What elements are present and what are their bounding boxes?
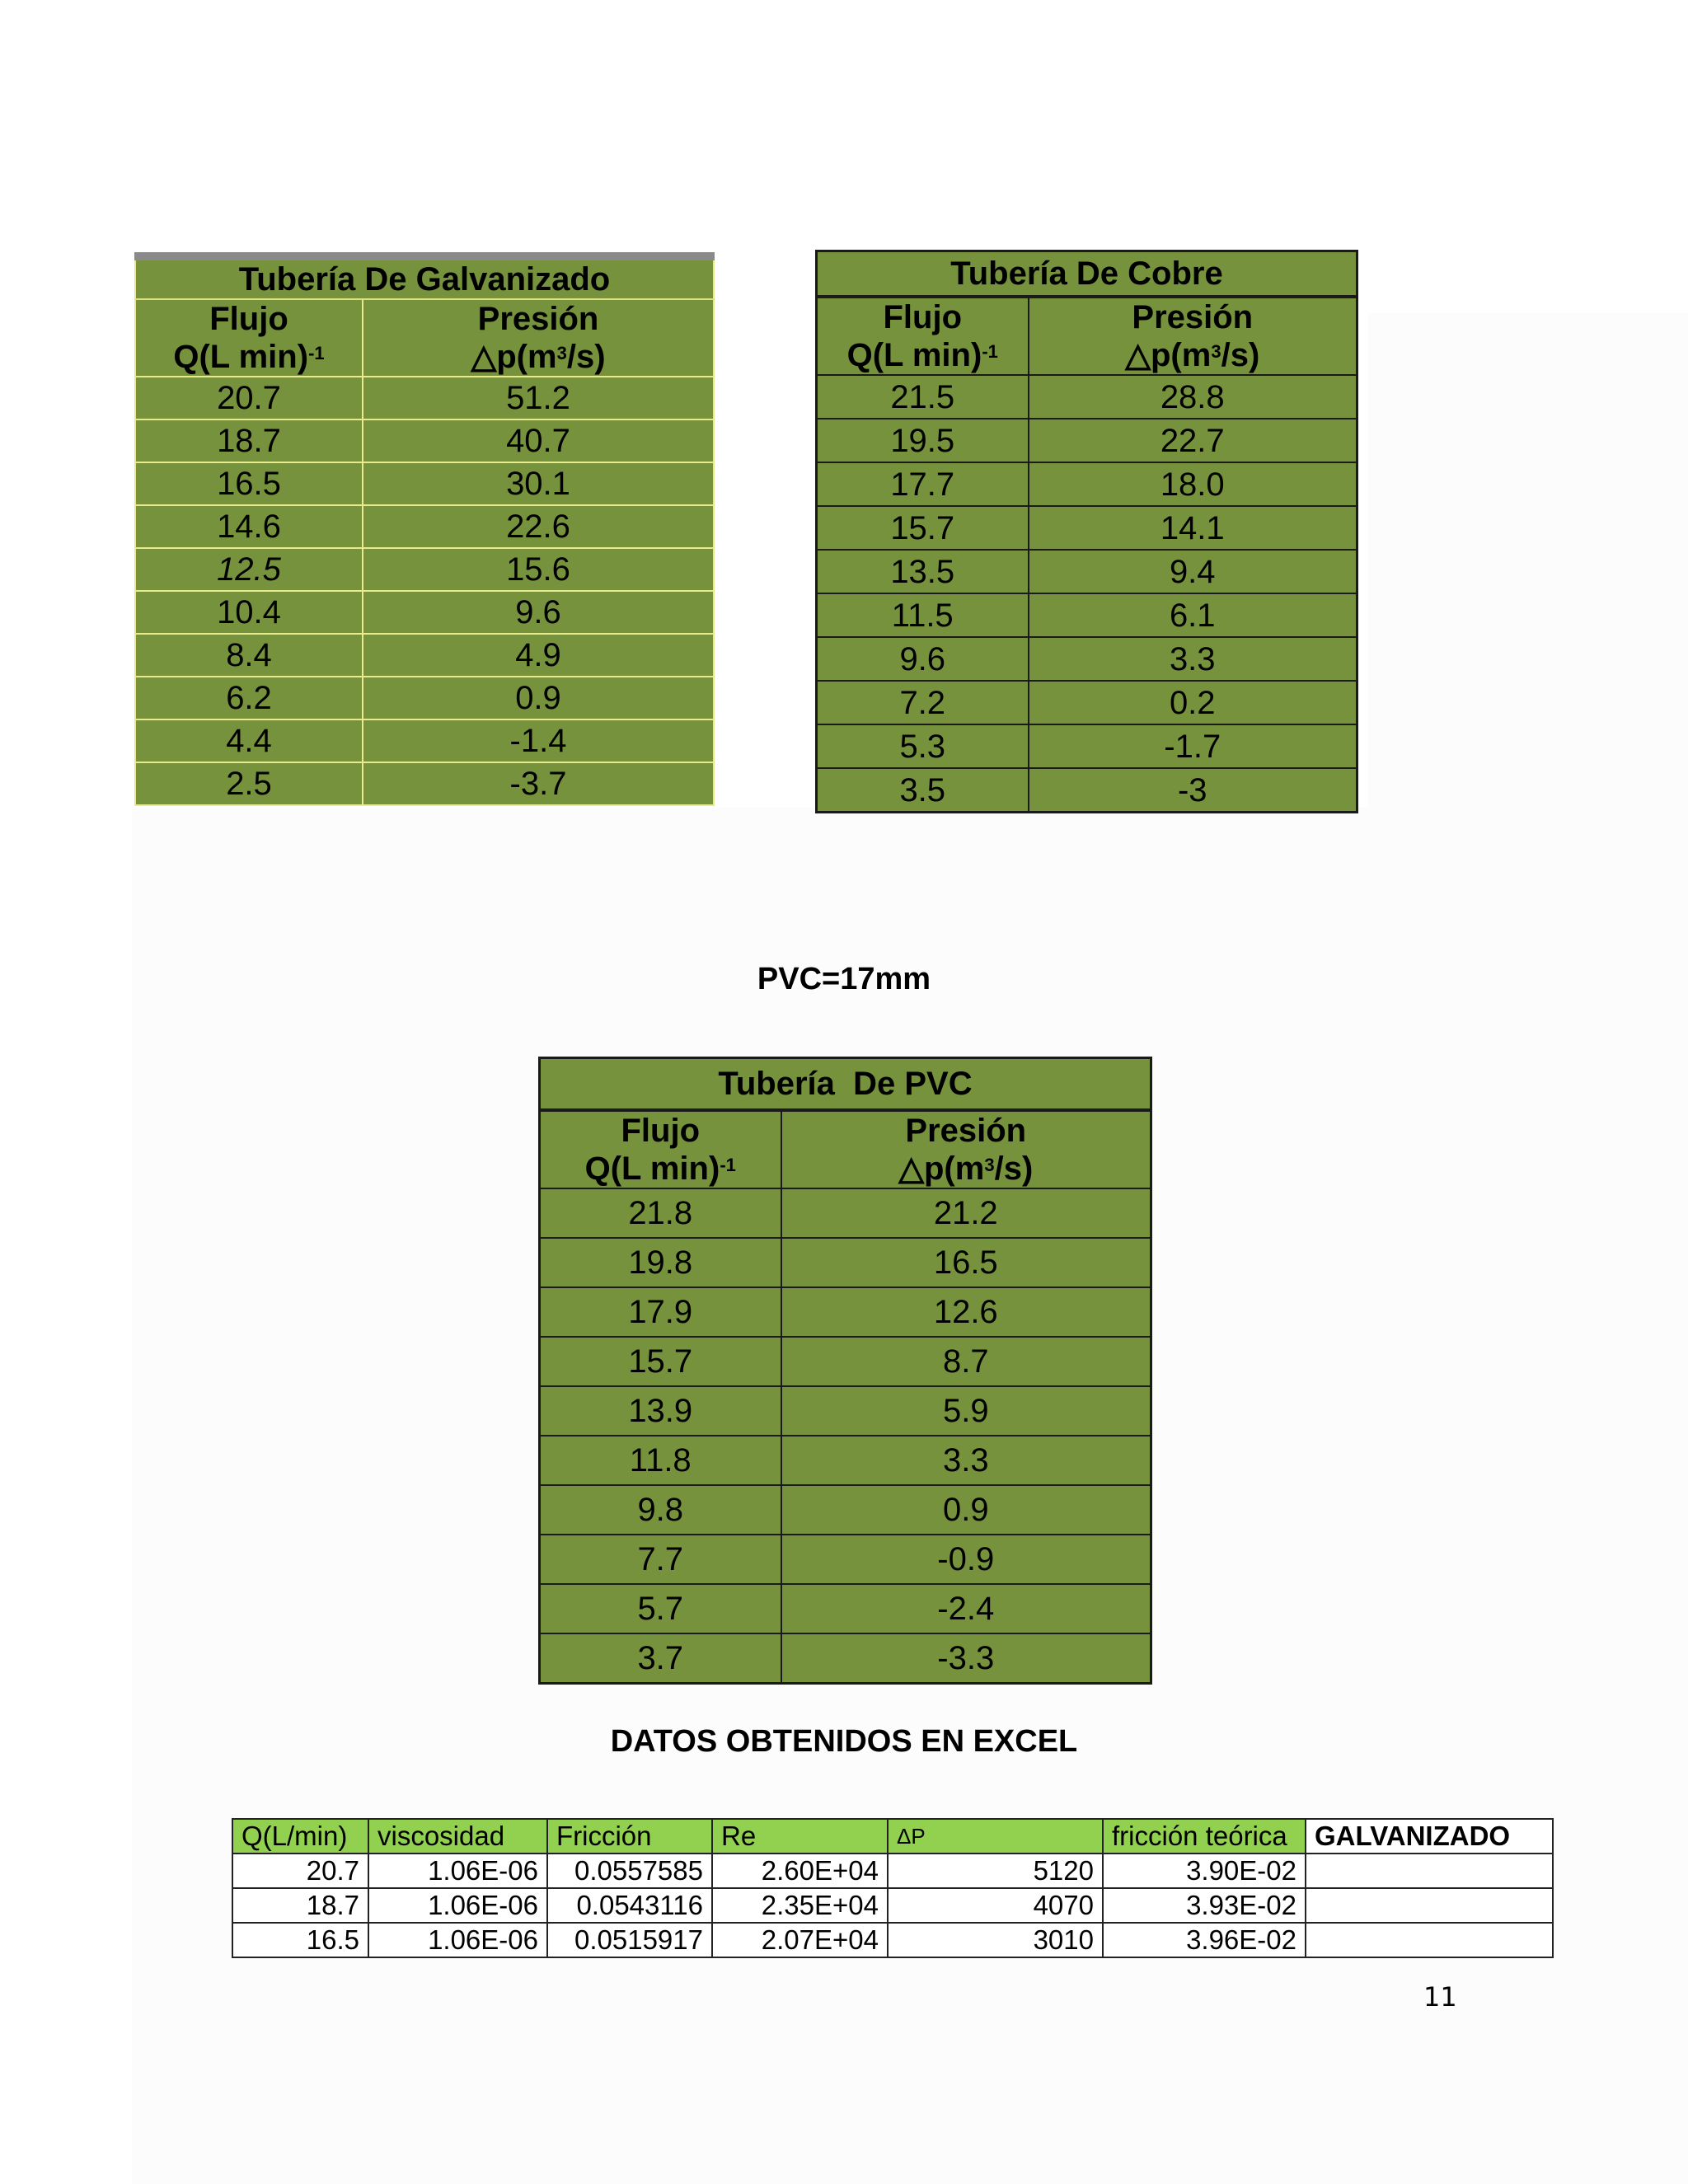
flujo-header-label: Flujo (209, 301, 288, 337)
presion-cell: 3.3 (781, 1436, 1151, 1485)
presion-cell: 40.7 (363, 419, 714, 462)
presion-unit-text: △p(m (1125, 337, 1212, 373)
presion-cell: 9.6 (363, 591, 714, 634)
table-row (540, 1535, 1151, 1584)
table-row (232, 1888, 1553, 1923)
table-row (135, 591, 714, 634)
flujo-cell: 11.5 (817, 593, 1029, 637)
presion-cell: 4.9 (363, 634, 714, 677)
presion-header-label: Presión (1132, 299, 1254, 335)
table-row (540, 1337, 1151, 1386)
table-row (135, 762, 714, 805)
excel-cell: 18.7 (232, 1888, 368, 1923)
excel-cell (1306, 1854, 1553, 1888)
flujo-header-label: Flujo (621, 1113, 701, 1149)
table-row (540, 1287, 1151, 1337)
table-row (540, 1188, 1151, 1238)
presion-header-unit (1029, 336, 1357, 374)
excel-cell: 4070 (888, 1888, 1103, 1923)
presion-cell: 22.6 (363, 505, 714, 548)
flujo-cell: 7.7 (540, 1535, 781, 1584)
presion-cell: -1.4 (363, 719, 714, 762)
flujo-cell: 11.8 (540, 1436, 781, 1485)
flujo-cell: 15.7 (540, 1337, 781, 1386)
table-row (540, 1238, 1151, 1287)
excel-cell: 3.96E-02 (1103, 1923, 1306, 1957)
presion-cell: 18.0 (1029, 462, 1357, 506)
presion-unit-exponent: 3 (1211, 341, 1221, 362)
table-row (135, 419, 714, 462)
table-row (540, 1436, 1151, 1485)
flujo-cell: 18.7 (135, 419, 363, 462)
cobre-title: Tubería De Cobre (817, 251, 1357, 298)
page-number: 11 (1423, 1981, 1457, 2013)
table-row (135, 377, 714, 419)
table-row (817, 462, 1357, 506)
presion-cell: 6.1 (1029, 593, 1357, 637)
excel-cell (1306, 1923, 1553, 1957)
presion-header (781, 1110, 1151, 1188)
presion-cell: 16.5 (781, 1238, 1151, 1287)
flujo-cell: 21.5 (817, 375, 1029, 419)
flujo-cell: 15.7 (817, 506, 1029, 550)
excel-cell: 3010 (888, 1923, 1103, 1957)
presion-cell: 8.7 (781, 1337, 1151, 1386)
flujo-cell: 10.4 (135, 591, 363, 634)
excel-results-table (232, 1818, 1554, 1958)
excel-cell: 1.06E-06 (368, 1854, 547, 1888)
table-row (817, 637, 1357, 681)
flujo-cell: 4.4 (135, 719, 363, 762)
flujo-cell: 3.5 (817, 768, 1029, 813)
table-row (817, 419, 1357, 462)
flujo-cell: 12.5 (135, 548, 363, 591)
excel-cell: 0.0557585 (547, 1854, 712, 1888)
excel-header-cell: Q(L/min) (232, 1819, 368, 1854)
presion-cell: 28.8 (1029, 375, 1357, 419)
excel-heading: DATOS OBTENIDOS EN EXCEL (610, 1724, 1078, 1759)
flujo-unit-text: Q(L min) (584, 1151, 720, 1187)
presion-cell: -0.9 (781, 1535, 1151, 1584)
presion-cell: 15.6 (363, 548, 714, 591)
flujo-header (817, 297, 1029, 375)
excel-header-cell: fricción teórica (1103, 1819, 1306, 1854)
presion-cell: -3.7 (363, 762, 714, 805)
flujo-cell: 13.9 (540, 1386, 781, 1436)
excel-header-cell: Fricción (547, 1819, 712, 1854)
table-row (817, 506, 1357, 550)
excel-cell: 20.7 (232, 1854, 368, 1888)
flujo-cell: 9.6 (817, 637, 1029, 681)
flujo-cell: 17.9 (540, 1287, 781, 1337)
table-row (232, 1854, 1553, 1888)
table-row (817, 681, 1357, 724)
presion-unit-suffix: /s) (994, 1151, 1034, 1187)
excel-cell: 3.90E-02 (1103, 1854, 1306, 1888)
flujo-cell: 14.6 (135, 505, 363, 548)
flujo-cell: 17.7 (817, 462, 1029, 506)
flujo-header-label: Flujo (883, 299, 963, 335)
flujo-cell: 8.4 (135, 634, 363, 677)
galvanizado-table (134, 252, 715, 806)
excel-cell: 3.93E-02 (1103, 1888, 1306, 1923)
excel-cell: 1.06E-06 (368, 1923, 547, 1957)
presion-header-unit (363, 338, 713, 376)
excel-header-cell: GALVANIZADO (1306, 1819, 1553, 1854)
presion-header (1029, 297, 1357, 375)
excel-header-row (232, 1819, 1553, 1854)
flujo-cell: 13.5 (817, 550, 1029, 593)
flujo-cell: 9.8 (540, 1485, 781, 1535)
presion-cell: 0.2 (1029, 681, 1357, 724)
flujo-cell: 6.2 (135, 677, 363, 719)
presion-cell: 12.6 (781, 1287, 1151, 1337)
table-row (540, 1386, 1151, 1436)
presion-unit-suffix: /s) (1221, 337, 1260, 373)
table-row (817, 724, 1357, 768)
table-row (135, 505, 714, 548)
flujo-cell: 20.7 (135, 377, 363, 419)
table-row (135, 719, 714, 762)
flujo-unit-text: Q(L min) (173, 339, 309, 375)
flujo-cell: 2.5 (135, 762, 363, 805)
excel-cell: 5120 (888, 1854, 1103, 1888)
excel-cell (1306, 1888, 1553, 1923)
presion-cell: -3.3 (781, 1633, 1151, 1684)
excel-cell: 2.60E+04 (712, 1854, 888, 1888)
flujo-unit-exponent: -1 (308, 343, 325, 363)
excel-cell: 0.0515917 (547, 1923, 712, 1957)
flujo-cell: 3.7 (540, 1633, 781, 1684)
presion-unit-text: △p(m (471, 339, 557, 375)
table-row (817, 593, 1357, 637)
excel-header-cell: Re (712, 1819, 888, 1854)
presion-unit-suffix: /s) (566, 339, 606, 375)
table-row (135, 634, 714, 677)
table-row (540, 1485, 1151, 1535)
excel-cell: 16.5 (232, 1923, 368, 1957)
presion-cell: 22.7 (1029, 419, 1357, 462)
presion-cell: 30.1 (363, 462, 714, 505)
table-row (232, 1923, 1553, 1957)
presion-header-label: Presión (477, 301, 599, 337)
presion-cell: -2.4 (781, 1584, 1151, 1633)
excel-cell: 2.35E+04 (712, 1888, 888, 1923)
flujo-cell: 7.2 (817, 681, 1029, 724)
flujo-unit-text: Q(L min) (846, 337, 982, 373)
presion-cell: -3 (1029, 768, 1357, 813)
flujo-cell: 21.8 (540, 1188, 781, 1238)
presion-cell: -1.7 (1029, 724, 1357, 768)
presion-cell: 0.9 (781, 1485, 1151, 1535)
table-row (135, 677, 714, 719)
flujo-unit-exponent: -1 (720, 1155, 736, 1175)
flujo-header-unit (818, 336, 1028, 374)
cobre-table (815, 250, 1358, 813)
flujo-header (540, 1110, 781, 1188)
presion-unit-exponent: 3 (984, 1155, 995, 1175)
table-row (540, 1584, 1151, 1633)
flujo-cell: 16.5 (135, 462, 363, 505)
presion-cell: 51.2 (363, 377, 714, 419)
flujo-unit-exponent: -1 (982, 341, 998, 362)
pvc-diameter-heading: PVC=17mm (757, 962, 931, 996)
flujo-header-unit (136, 338, 362, 376)
flujo-header (135, 299, 363, 377)
galvanizado-title: Tubería De Galvanizado (135, 256, 714, 299)
presion-unit-exponent: 3 (556, 343, 567, 363)
table-row (817, 375, 1357, 419)
presion-unit-text: △p(m (898, 1151, 985, 1187)
table-row (817, 550, 1357, 593)
flujo-header-unit (541, 1150, 781, 1188)
excel-header-cell: viscosidad (368, 1819, 547, 1854)
pvc-table (538, 1057, 1152, 1685)
presion-cell: 9.4 (1029, 550, 1357, 593)
excel-cell: 2.07E+04 (712, 1923, 888, 1957)
presion-cell: 14.1 (1029, 506, 1357, 550)
excel-header-cell: ΔP (888, 1819, 1103, 1854)
flujo-cell: 5.7 (540, 1584, 781, 1633)
presion-header-label: Presión (905, 1113, 1027, 1149)
table-row (817, 768, 1357, 813)
presion-header (363, 299, 714, 377)
flujo-cell: 19.8 (540, 1238, 781, 1287)
page-background-right (1368, 313, 1688, 824)
excel-cell: 1.06E-06 (368, 1888, 547, 1923)
table-row (540, 1633, 1151, 1684)
presion-cell: 0.9 (363, 677, 714, 719)
presion-cell: 5.9 (781, 1386, 1151, 1436)
presion-cell: 21.2 (781, 1188, 1151, 1238)
flujo-cell: 5.3 (817, 724, 1029, 768)
table-row (135, 462, 714, 505)
presion-header-unit (782, 1150, 1151, 1188)
presion-cell: 3.3 (1029, 637, 1357, 681)
pvc-title: Tubería De PVC (540, 1058, 1151, 1111)
excel-cell: 0.0543116 (547, 1888, 712, 1923)
table-row (135, 548, 714, 591)
flujo-cell: 19.5 (817, 419, 1029, 462)
